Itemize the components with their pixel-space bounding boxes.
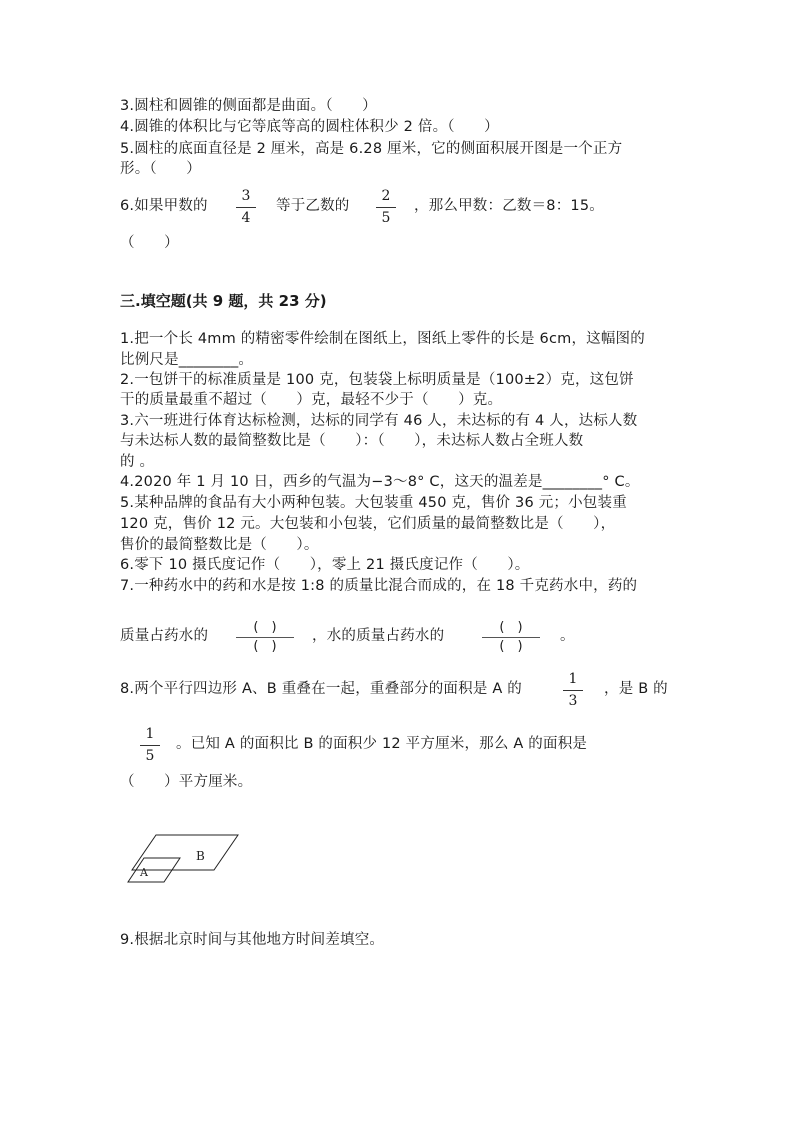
label-b: B xyxy=(196,849,205,863)
fill-q1-line1: 1.把一个长 4mm 的精密零件绘制在图纸上，图纸上零件的长是 6cm，这幅图的 xyxy=(120,331,645,347)
fraction-numerator: 1 xyxy=(568,671,578,687)
fraction-denominator: 5 xyxy=(381,210,391,226)
fill-q2-line1: 2.一包饼干的标准质量是 100 克，包装袋上标明质量是（100±2）克，这包饼 xyxy=(120,372,634,388)
fill-q8-line3: （ ）平方厘米。 xyxy=(120,774,253,790)
judge-q6-answer: （ ） xyxy=(120,235,179,251)
fraction-numerator: 2 xyxy=(381,188,391,204)
fill-q3-line2: 与未达标人数的最简整数比是（ ）：（ ），未达标人数占全班人数 xyxy=(120,433,584,449)
parallelogram-b xyxy=(132,835,238,870)
judge-q4: 4.圆锥的体积比与它等底等高的圆柱体积少 2 倍。（ ） xyxy=(120,119,499,135)
fraction-bar xyxy=(563,690,583,691)
parallelograms-figure xyxy=(126,830,246,886)
fraction-numerator: ( ) xyxy=(253,620,277,635)
judge-q6-before: 6.如果甲数的 xyxy=(120,198,208,214)
fill-q5-line1: 5.某种品牌的食品有大小两种包装。大包装重 450 克，售价 36 元；小包装重 xyxy=(120,495,627,511)
judge-q6-fraction-2 xyxy=(376,188,396,227)
fill-q3-line1: 3.六一班进行体育达标检测，达标的同学有 46 人，未达标的有 4 人，达标人数 xyxy=(120,413,638,429)
fraction-denominator: 3 xyxy=(568,693,578,709)
fill-q5-line3: 售价的最简整数比是（ ）。 xyxy=(120,537,319,553)
label-a: A xyxy=(140,866,148,879)
fraction-numerator: ( ) xyxy=(499,620,523,635)
fill-q7-after: 。 xyxy=(560,628,575,644)
fill-q8-line2: 。已知 A 的面积比 B 的面积少 12 平方厘米，那么 A 的面积是 xyxy=(176,736,588,752)
judge-q3: 3.圆柱和圆锥的侧面都是曲面。（ ） xyxy=(120,98,377,114)
fraction-denominator: 5 xyxy=(145,748,155,764)
fill-q2-line2: 干的质量最重不超过（ ）克，最轻不少于（ ）克。 xyxy=(120,392,503,408)
fill-q7-line1: 7.一种药水中的药和水是按 1:8 的质量比混合而成的，在 18 千克药水中，药的 xyxy=(120,578,638,594)
fraction-bar xyxy=(236,207,256,208)
fraction-bar xyxy=(140,745,160,746)
fill-q4: 4.2020 年 1 月 10 日，西乡的气温为−3～8° C，这天的温差是________° C。 xyxy=(120,474,640,490)
fill-q5-line2: 120 克，售价 12 元。大包装和小包装，它们质量的最简整数比是（ ）， xyxy=(120,516,616,532)
judge-q6-mid: 等于乙数的 xyxy=(276,198,350,214)
fill-q7-blank-fraction-1 xyxy=(236,620,294,655)
judge-q6-after: ，那么甲数：乙数＝8：15。 xyxy=(414,198,604,214)
fraction-numerator: 3 xyxy=(241,188,251,204)
fill-q7-before: 质量占药水的 xyxy=(120,628,209,644)
fraction-bar xyxy=(236,637,294,638)
judge-q5-line2: 形。（ ） xyxy=(120,161,201,177)
fill-q6: 6.零下 10 摄氏度记作（ ），零上 21 摄氏度记作（ ）。 xyxy=(120,557,530,573)
section-title: 三.填空题(共 9 题，共 23 分) xyxy=(120,292,327,310)
fill-q8-before: 8.两个平行四边形 A、B 重叠在一起，重叠部分的面积是 A 的 xyxy=(120,681,522,697)
fraction-denominator: ( ) xyxy=(499,639,523,654)
fill-q1-line2: 比例尺是________。 xyxy=(120,352,254,368)
fill-q3-line3: 的 。 xyxy=(120,454,155,470)
fill-q8-after: ，是 B 的 xyxy=(604,681,668,697)
fraction-denominator: 4 xyxy=(241,210,251,226)
fill-q8-fraction-1 xyxy=(563,671,583,710)
fraction-bar xyxy=(376,207,396,208)
fraction-denominator: ( ) xyxy=(253,639,277,654)
judge-q5-line1: 5.圆柱的底面直径是 2 厘米，高是 6.28 厘米，它的侧面积展开图是一个正方 xyxy=(120,141,623,157)
fill-q7-mid: ，水的质量占药水的 xyxy=(312,628,445,644)
judge-q6-fraction-1 xyxy=(236,188,256,227)
fraction-bar xyxy=(482,637,540,638)
fill-q7-blank-fraction-2 xyxy=(482,620,540,655)
fraction-numerator: 1 xyxy=(145,726,155,742)
fill-q8-fraction-2 xyxy=(140,726,160,765)
fill-q9: 9.根据北京时间与其他地方时间差填空。 xyxy=(120,932,385,948)
